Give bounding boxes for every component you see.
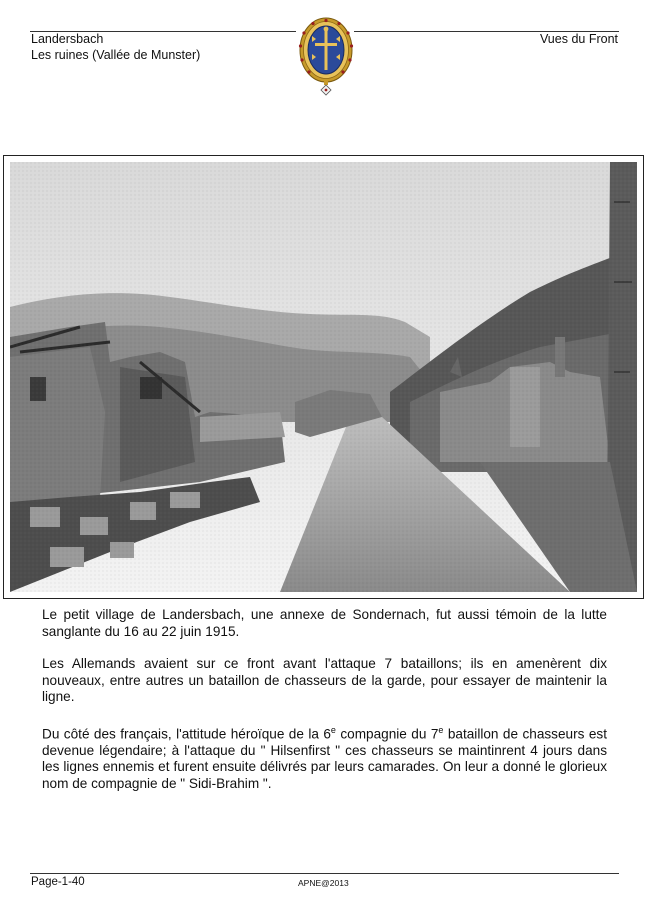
paragraph-1: Le petit village de Landersbach, une annexe de Sondernach, fut aussi témoin de la lutte sanglante du 16 au 22 juin 1915. xyxy=(42,607,607,639)
paragraph-3-part-a: Du côté des français, l'attitude héroïque de la 6 xyxy=(42,726,331,742)
coat-of-arms-icon xyxy=(298,16,354,98)
footer-page-number: Page-1-40 xyxy=(31,876,85,888)
footer-rule xyxy=(30,873,619,874)
paragraph-2: Les Allemands avaient sur ce front avant l'attaque 7 bataillons; ils en amenèrent dix nouveaux, entre autres un bataillon de chasseurs de la garde, pour essayer de maintenir la ligne. xyxy=(42,656,607,704)
paragraph-3 xyxy=(42,722,607,793)
footer-credit: APNE@2013 xyxy=(298,878,349,888)
paragraph-3-part-b: compagnie du 7 xyxy=(335,726,439,742)
header-series: Vues du Front xyxy=(539,32,618,46)
superscript-e: e xyxy=(438,724,444,735)
photo-frame xyxy=(3,155,644,599)
article-body xyxy=(42,607,607,808)
superscript-e: e xyxy=(330,724,336,735)
header-subtitle: Les ruines (Vallée de Munster) xyxy=(31,48,201,62)
header-place: Landersbach xyxy=(31,32,104,46)
ruined-village-road-photo xyxy=(10,162,637,592)
paragraph-3-part-c: bataillon de chasseurs est devenue légendaire; à l'attaque du " Hilsenfirst " ces chasseurs se maintinrent 4 jours dans les lignes ennemis et furent ensuite délivrés par leurs camarades. On leur a donné le glorieux nom de compagnie de " Sidi-Brahim ". xyxy=(42,726,607,791)
